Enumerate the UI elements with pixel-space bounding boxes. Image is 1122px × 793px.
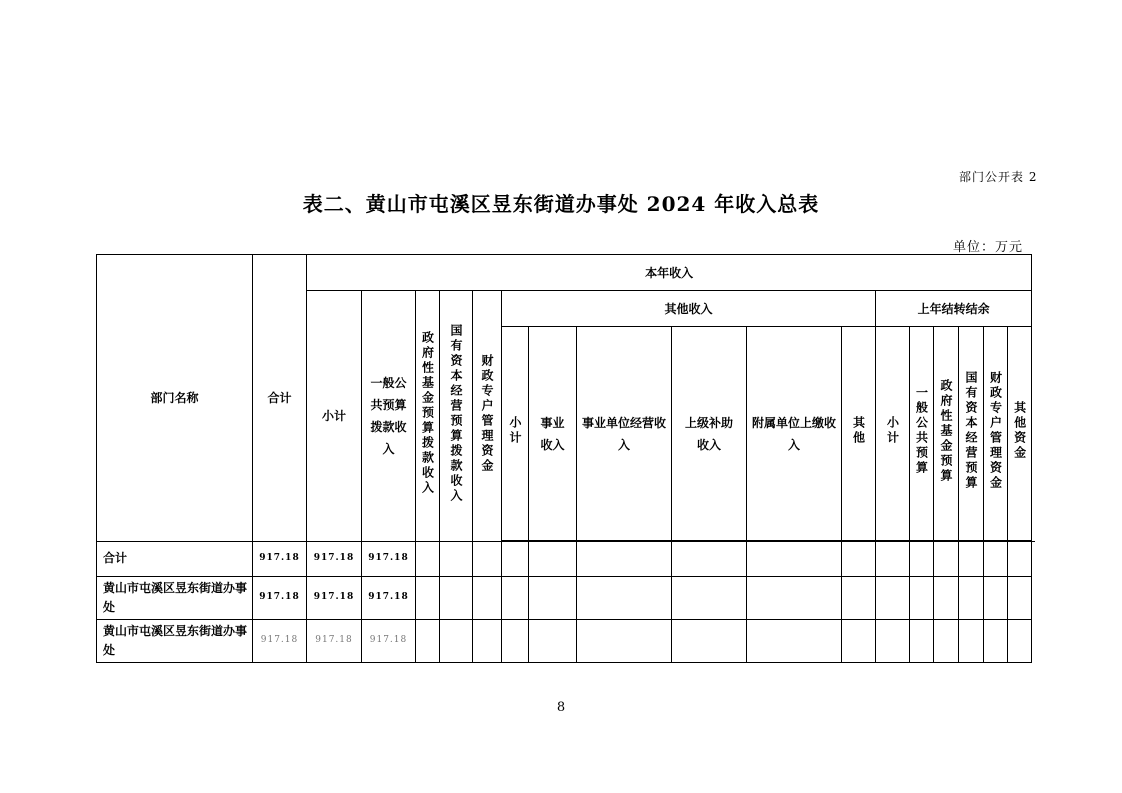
header-fiscal-special: 财政专户管理资金: [473, 291, 502, 542]
page-number: 8: [556, 700, 566, 715]
header-subtotal: 小计: [307, 291, 362, 542]
row-subtotal: 917.18: [307, 542, 362, 577]
row-subtotal: 917.18: [307, 620, 362, 663]
row-general-budget: 917.18: [362, 620, 416, 663]
row-total: 917.18: [253, 542, 307, 577]
header-current-year-income: 本年收入: [307, 255, 1032, 291]
header-other-subtotal: 小计: [502, 327, 529, 541]
row-subtotal: 917.18: [307, 577, 362, 620]
row-general-budget: 917.18: [362, 577, 416, 620]
unit-label: 单位：万元: [953, 240, 1024, 255]
header-state-capital: 国有资本经营预算拨款收入: [440, 291, 473, 542]
header-carry-state-capital: 国有资本经营预算: [959, 327, 984, 541]
row-name: 合计: [97, 542, 253, 577]
header-carry-gov-fund: 政府性基金预算: [934, 327, 959, 541]
header-public-institution-income: 事业收入: [529, 327, 577, 541]
header-carry-general: 一般公共预算: [910, 327, 934, 541]
header-other-income: 其他收入: [502, 291, 876, 327]
header-gov-fund: 政府性基金预算拨款收入: [416, 291, 440, 542]
header-general-budget: 一般公共预算拨款收入: [362, 291, 416, 542]
header-operating-income: 事业单位经营收入: [577, 327, 672, 541]
table-row: [97, 620, 1035, 663]
table-row: [97, 577, 1035, 620]
row-general-budget: 917.18: [362, 542, 416, 577]
report-number-label: 部门公开表 2: [959, 170, 1038, 184]
page-title: 表二、黄山市屯溪区昱东街道办事处 2024 年收入总表: [302, 192, 820, 216]
income-summary-table: [96, 254, 1035, 663]
header-carry-subtotal: 小计: [876, 327, 910, 541]
header-other: 其他: [842, 327, 876, 541]
header-department: 部门名称: [97, 255, 253, 542]
row-name: 黄山市屯溪区昱东街道办事处: [97, 620, 253, 663]
header-total: 合计: [253, 255, 307, 542]
header-carry-other: 其他资金: [1008, 327, 1032, 541]
header-carry-fiscal-special: 财政专户管理资金: [984, 327, 1008, 541]
header-carryover: 上年结转结余: [876, 291, 1032, 327]
header-superior-subsidy: 上级补助收入: [672, 327, 747, 541]
row-total: 917.18: [253, 620, 307, 663]
row-total: 917.18: [253, 577, 307, 620]
header-affiliated-income: 附属单位上缴收入: [747, 327, 842, 541]
row-name: 黄山市屯溪区昱东街道办事处: [97, 577, 253, 620]
table-row: [97, 542, 1035, 577]
